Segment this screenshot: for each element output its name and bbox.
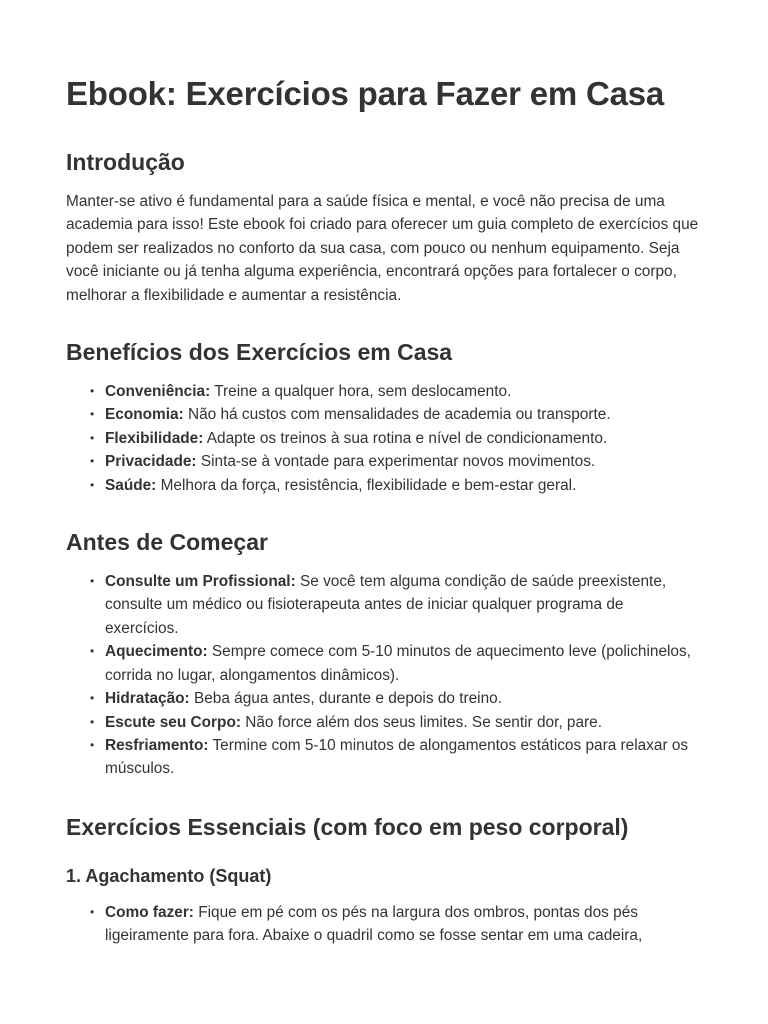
bullet-icon: • — [90, 454, 95, 469]
before-item-hydration — [90, 687, 700, 710]
benefit-label: Economia: — [105, 406, 184, 424]
before-label: Resfriamento: — [105, 736, 209, 754]
ebook-page — [66, 74, 700, 948]
benefit-label: Flexibilidade: — [105, 429, 204, 447]
benefit-text: Melhora da força, resistência, flexibilidade e bem-estar geral. — [156, 476, 577, 494]
benefit-item-flexibility — [90, 427, 700, 450]
benefit-item-economy — [90, 403, 700, 426]
before-item-consult — [90, 570, 700, 640]
before-text: Se você tem alguma condição de saúde preexistente, consulte um médico ou fisioterapeuta antes de iniciar qualquer programa de exercícios. — [105, 573, 667, 637]
essentials-heading: Exercícios Essenciais (com foco em peso corporal) — [66, 813, 629, 840]
bullet-icon: • — [90, 574, 95, 589]
before-item-warmup — [90, 640, 700, 687]
benefit-text: Não há custos com mensalidades de academia ou transporte. — [183, 406, 611, 424]
bullet-icon: • — [90, 737, 95, 752]
benefit-text: Treine a qualquer hora, sem deslocamento. — [210, 383, 512, 401]
benefit-label: Conveniência: — [105, 383, 211, 401]
benefits-heading: Benefícios dos Exercícios em Casa — [66, 339, 453, 366]
benefit-item-convenience — [90, 380, 700, 403]
bullet-icon: • — [90, 691, 95, 706]
intro-heading: Introdução — [66, 149, 185, 175]
exercise-label: Como fazer: — [105, 903, 194, 921]
benefit-text: Sinta-se à vontade para experimentar novos movimentos. — [196, 453, 596, 471]
benefit-text: Adapte os treinos à sua rotina e nível de condicionamento. — [203, 429, 608, 447]
before-item-cooldown — [90, 734, 700, 781]
exercise-1-heading: 1. Agachamento (Squat) — [66, 865, 272, 886]
bullet-icon: • — [90, 904, 95, 919]
intro-paragraph: Manter-se ativo é fundamental para a saúde física e mental, e você não precisa de uma academia para isso! Este ebook foi criado para oferecer um guia completo de exercícios que podem ser realizados no conforto da sua casa, com pouco ou nenhum equipamento. Seja você iniciante ou já tenha alguma experiência, encontrará opções para fortalecer o corpo, melhorar a flexibilidade e aumentar a resistência. — [66, 193, 699, 304]
benefit-item-privacy — [90, 450, 700, 473]
benefit-item-health — [90, 474, 700, 497]
before-label: Consulte um Profissional: — [105, 573, 296, 591]
before-label: Escute seu Corpo: — [105, 713, 241, 731]
before-text: Não force além dos seus limites. Se sentir dor, pare. — [240, 713, 602, 731]
before-text: Termine com 5-10 minutos de alongamentos estáticos para relaxar os músculos. — [105, 736, 689, 778]
bullet-icon: • — [90, 407, 95, 422]
page-title: Ebook: Exercícios para Fazer em Casa — [66, 75, 665, 112]
bullet-icon: • — [90, 477, 95, 492]
before-label: Aquecimento: — [105, 643, 208, 661]
before-label: Hidratação: — [105, 690, 190, 708]
before-text: Beba água antes, durante e depois do treino. — [189, 690, 502, 708]
before-list — [66, 570, 700, 781]
bullet-icon: • — [90, 384, 95, 399]
benefit-label: Privacidade: — [105, 453, 197, 471]
bullet-icon: • — [90, 714, 95, 729]
before-text: Sempre comece com 5-10 minutos de aquecimento leve (polichinelos, corrida no lugar, alongamentos dinâmicos). — [105, 643, 691, 684]
exercise-1-item-how — [90, 901, 700, 948]
bullet-icon: • — [90, 644, 95, 659]
before-item-listen — [90, 711, 700, 734]
bullet-icon: • — [90, 430, 95, 445]
exercise-text: Fique em pé com os pés na largura dos ombros, pontas dos pés ligeiramente para fora. Abaixe o quadril como se fosse sentar em uma cadeira, — [105, 903, 643, 945]
benefit-label: Saúde: — [105, 476, 157, 494]
exercise-1-list — [66, 901, 700, 948]
benefits-list — [66, 380, 700, 497]
before-heading: Antes de Começar — [66, 529, 268, 556]
